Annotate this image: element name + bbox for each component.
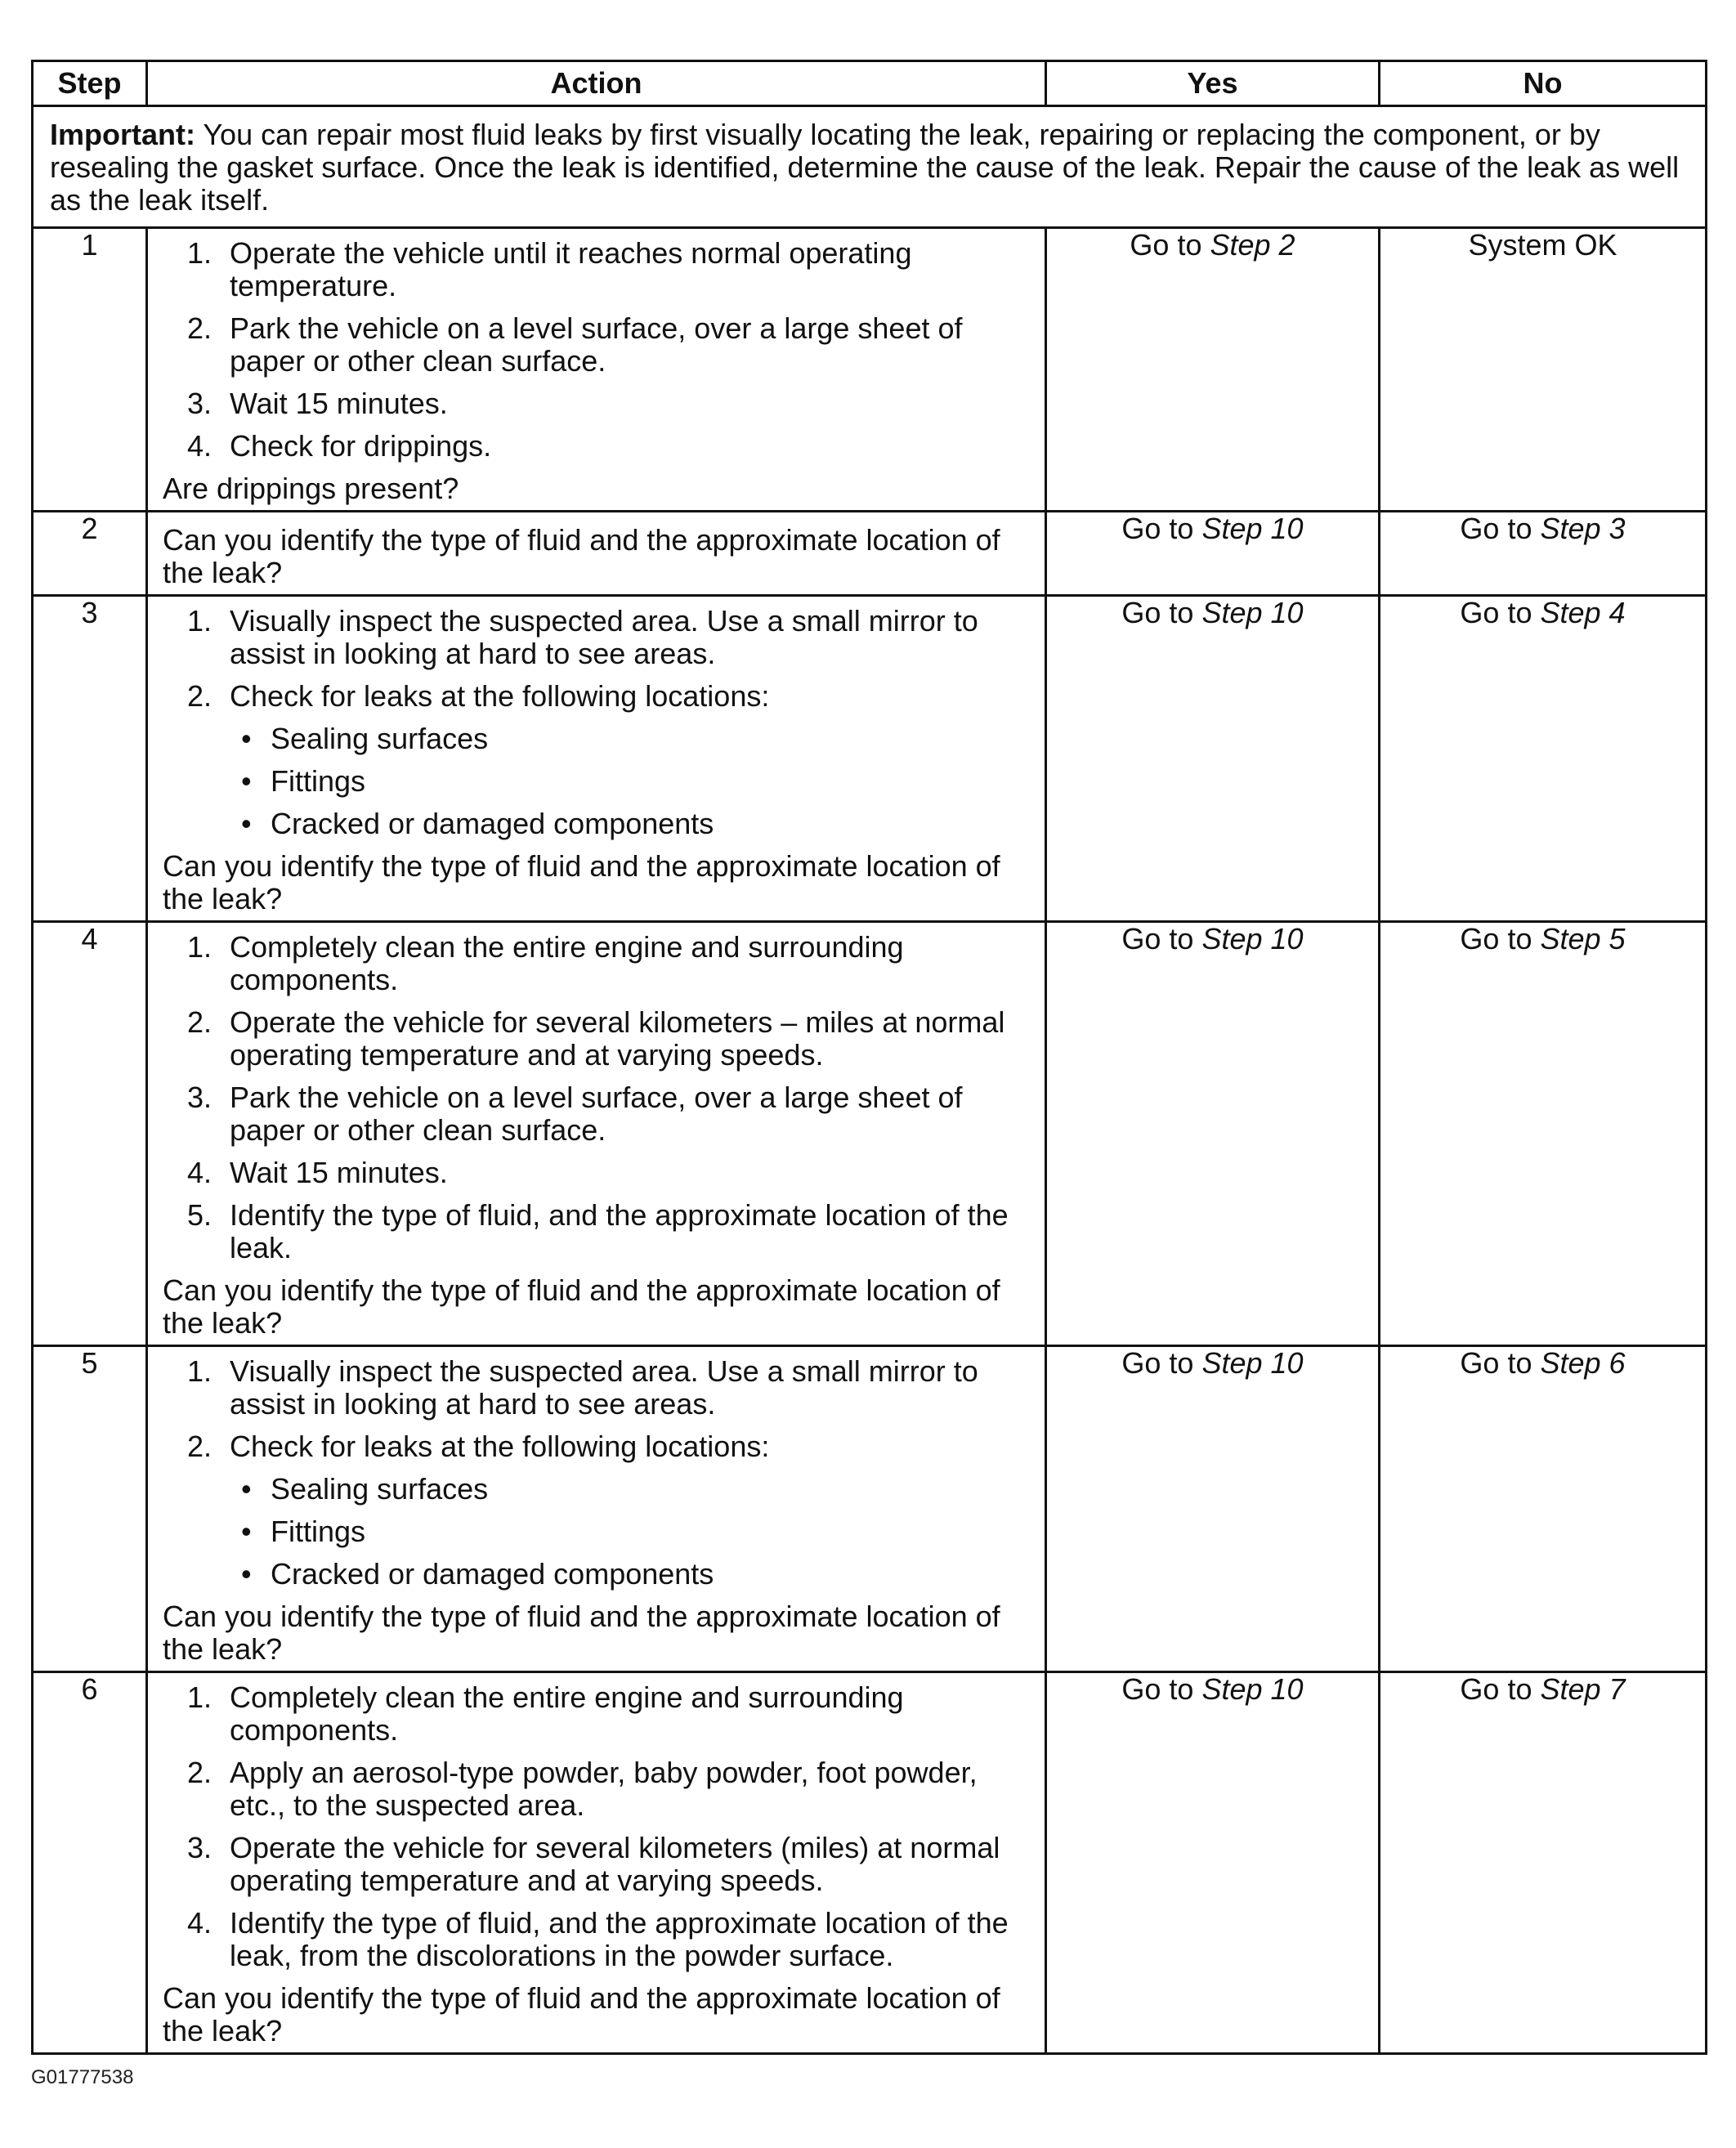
location-item bbox=[230, 1473, 1033, 1506]
no-result bbox=[1460, 923, 1625, 955]
step-question: Can you identify the type of fluid and the approximate location of the leak? bbox=[163, 523, 1000, 589]
action-step bbox=[163, 931, 1033, 996]
yes-result-cell bbox=[1046, 596, 1380, 922]
yes-goto-step: Step 10 bbox=[1201, 596, 1304, 629]
step-number: 5 bbox=[33, 1346, 147, 1672]
location-text: Cracked or damaged components bbox=[271, 807, 714, 840]
yes-result bbox=[1130, 229, 1295, 262]
action-step-number: 4. bbox=[187, 1156, 213, 1189]
action-steps-list bbox=[163, 931, 1033, 1264]
bullet-icon: • bbox=[241, 722, 252, 755]
location-item bbox=[230, 1558, 1033, 1591]
header-row bbox=[33, 61, 1707, 106]
no-goto-step: Step 5 bbox=[1540, 922, 1626, 955]
action-step-number: 5. bbox=[187, 1198, 213, 1232]
yes-result bbox=[1121, 1673, 1303, 1706]
action-step-number: 4. bbox=[187, 1906, 213, 1940]
table-row bbox=[33, 596, 1707, 922]
location-text: Fittings bbox=[271, 764, 366, 798]
table-row bbox=[33, 1672, 1707, 2054]
action-step bbox=[163, 312, 1033, 378]
action-step bbox=[163, 1430, 1033, 1591]
action-cell bbox=[147, 228, 1046, 512]
action-step bbox=[163, 1681, 1033, 1747]
action-step-text: Completely clean the entire engine and surrounding components. bbox=[230, 1680, 904, 1747]
important-text: You can repair most fluid leaks by first visually locating the leak, repairing or replacing the component, or by resealing the gasket surface. Once the leak is identified, determine the cause of the leak. Repair the cause of the leak as well as the leak itself. bbox=[50, 118, 1680, 217]
yes-goto-step: Step 10 bbox=[1201, 1346, 1304, 1380]
action-step-number: 3. bbox=[187, 1831, 213, 1864]
bullet-icon: • bbox=[241, 807, 252, 840]
yes-result-cell bbox=[1046, 512, 1380, 596]
action-step-text: Operate the vehicle for several kilometers – miles at normal operating temperature and at varying speeds. bbox=[230, 1005, 1005, 1072]
table-row bbox=[33, 1346, 1707, 1672]
no-result-cell bbox=[1380, 228, 1707, 512]
yes-goto-prefix: Go to bbox=[1121, 922, 1202, 955]
action-step-text: Identify the type of fluid, and the approximate location of the leak. bbox=[230, 1198, 1009, 1264]
important-note bbox=[33, 106, 1707, 228]
yes-goto-prefix: Go to bbox=[1121, 1346, 1202, 1380]
step-question: Are drippings present? bbox=[163, 472, 459, 505]
action-step-text: Visually inspect the suspected area. Use a small mirror to assist in looking at hard to see areas. bbox=[230, 604, 978, 670]
location-text: Sealing surfaces bbox=[271, 722, 489, 755]
action-step-number: 3. bbox=[187, 387, 213, 420]
action-step-number: 1. bbox=[187, 930, 213, 964]
location-item bbox=[230, 723, 1033, 755]
yes-goto-step: Step 2 bbox=[1210, 228, 1295, 262]
action-step-text: Check for leaks at the following locations: bbox=[230, 679, 770, 713]
location-text: Fittings bbox=[271, 1515, 366, 1548]
action-step-text: Park the vehicle on a level surface, over a large sheet of paper or other clean surface. bbox=[230, 1081, 963, 1147]
action-step-number: 2. bbox=[187, 311, 213, 345]
action-step-number: 1. bbox=[187, 604, 213, 638]
no-goto-prefix: Go to bbox=[1460, 1672, 1541, 1706]
yes-goto-step: Step 10 bbox=[1201, 922, 1304, 955]
location-list bbox=[230, 723, 1033, 840]
action-steps-list bbox=[163, 237, 1033, 463]
yes-goto-prefix: Go to bbox=[1121, 1672, 1202, 1706]
header-yes: Yes bbox=[1046, 61, 1380, 106]
important-note-row bbox=[33, 106, 1707, 228]
action-step-text: Apply an aerosol-type powder, baby powder, foot powder, etc., to the suspected area. bbox=[230, 1756, 978, 1822]
location-item bbox=[230, 765, 1033, 798]
action-cell bbox=[147, 596, 1046, 922]
action-cell bbox=[147, 1346, 1046, 1672]
bullet-icon: • bbox=[241, 1515, 252, 1548]
table-row bbox=[33, 512, 1707, 596]
yes-goto-prefix: Go to bbox=[1121, 512, 1202, 545]
action-step-number: 1. bbox=[187, 236, 213, 270]
yes-goto-step: Step 10 bbox=[1201, 1672, 1304, 1706]
step-question: Can you identify the type of fluid and the approximate location of the leak? bbox=[163, 1273, 1000, 1340]
bullet-icon: • bbox=[241, 1557, 252, 1591]
action-cell bbox=[147, 1672, 1046, 2054]
no-result-cell bbox=[1380, 922, 1707, 1346]
no-result-cell bbox=[1380, 1672, 1707, 2054]
no-goto-prefix: Go to bbox=[1460, 596, 1541, 629]
location-list bbox=[230, 1473, 1033, 1591]
no-result bbox=[1460, 597, 1625, 629]
header-no: No bbox=[1380, 61, 1707, 106]
no-result-cell bbox=[1380, 512, 1707, 596]
no-result bbox=[1460, 512, 1625, 545]
action-step bbox=[163, 387, 1033, 420]
action-step bbox=[163, 1199, 1033, 1264]
action-step-text: Operate the vehicle until it reaches normal operating temperature. bbox=[230, 236, 912, 302]
action-step-text: Visually inspect the suspected area. Use a small mirror to assist in looking at hard to see areas. bbox=[230, 1354, 978, 1421]
action-step-number: 2. bbox=[187, 1005, 213, 1039]
step-question: Can you identify the type of fluid and the approximate location of the leak? bbox=[163, 1600, 1000, 1666]
action-step-number: 2. bbox=[187, 1430, 213, 1463]
yes-result bbox=[1121, 512, 1303, 545]
action-step-number: 3. bbox=[187, 1081, 213, 1114]
yes-result bbox=[1121, 1347, 1303, 1380]
step-number: 3 bbox=[33, 596, 147, 922]
no-result-cell bbox=[1380, 596, 1707, 922]
action-step bbox=[163, 1756, 1033, 1822]
yes-result-cell bbox=[1046, 228, 1380, 512]
important-label: Important: bbox=[50, 118, 195, 151]
table-row bbox=[33, 922, 1707, 1346]
yes-goto-step: Step 10 bbox=[1201, 512, 1304, 545]
action-cell bbox=[147, 512, 1046, 596]
location-text: Cracked or damaged components bbox=[271, 1557, 714, 1591]
action-step-number: 2. bbox=[187, 1756, 213, 1789]
location-item bbox=[230, 1515, 1033, 1548]
diagnostic-document bbox=[31, 60, 1705, 2055]
action-step-text: Wait 15 minutes. bbox=[230, 387, 448, 420]
action-cell bbox=[147, 922, 1046, 1346]
figure-id: G01777538 bbox=[31, 2066, 134, 2088]
yes-result bbox=[1121, 923, 1303, 955]
no-goto-prefix: Go to bbox=[1460, 512, 1541, 545]
step-question: Can you identify the type of fluid and the approximate location of the leak? bbox=[163, 849, 1000, 915]
no-goto-step: Step 7 bbox=[1540, 1672, 1626, 1706]
action-step bbox=[163, 1832, 1033, 1897]
step-number: 1 bbox=[33, 228, 147, 512]
action-step bbox=[163, 680, 1033, 840]
action-step-number: 1. bbox=[187, 1680, 213, 1714]
action-step-text: Identify the type of fluid, and the approximate location of the leak, from the discolorations in the powder surface. bbox=[230, 1906, 1009, 1972]
no-goto-prefix: Go to bbox=[1460, 922, 1541, 955]
diagnostic-table bbox=[31, 60, 1707, 2055]
no-result-cell bbox=[1380, 1346, 1707, 1672]
table-body bbox=[33, 106, 1707, 2054]
action-step bbox=[163, 605, 1033, 670]
no-goto-step: Step 4 bbox=[1540, 596, 1626, 629]
action-steps-list bbox=[163, 605, 1033, 840]
step-number: 6 bbox=[33, 1672, 147, 2054]
action-step bbox=[163, 430, 1033, 463]
step-number: 2 bbox=[33, 512, 147, 596]
no-result bbox=[1460, 1673, 1625, 1706]
action-step bbox=[163, 1355, 1033, 1421]
action-steps-list bbox=[163, 1681, 1033, 1972]
step-number: 4 bbox=[33, 922, 147, 1346]
header-action: Action bbox=[147, 61, 1046, 106]
action-step bbox=[163, 1157, 1033, 1189]
yes-result bbox=[1121, 597, 1303, 629]
action-step-text: Check for leaks at the following locations: bbox=[230, 1430, 770, 1463]
yes-result-cell bbox=[1046, 1672, 1380, 2054]
yes-result-cell bbox=[1046, 1346, 1380, 1672]
no-result-text: System OK bbox=[1468, 228, 1617, 262]
no-result bbox=[1468, 229, 1617, 262]
no-goto-prefix: Go to bbox=[1460, 1346, 1541, 1380]
action-step bbox=[163, 1006, 1033, 1072]
action-step bbox=[163, 1081, 1033, 1147]
action-step-number: 4. bbox=[187, 429, 213, 463]
action-step-text: Completely clean the entire engine and surrounding components. bbox=[230, 930, 904, 996]
action-step bbox=[163, 1907, 1033, 1972]
yes-result-cell bbox=[1046, 922, 1380, 1346]
bullet-icon: • bbox=[241, 764, 252, 798]
action-steps-list bbox=[163, 1355, 1033, 1591]
action-step bbox=[163, 237, 1033, 302]
no-result bbox=[1460, 1347, 1625, 1380]
action-step-text: Wait 15 minutes. bbox=[230, 1156, 448, 1189]
action-step-text: Operate the vehicle for several kilometers (miles) at normal operating temperature and at varying speeds. bbox=[230, 1831, 1000, 1897]
bullet-icon: • bbox=[241, 1472, 252, 1506]
location-text: Sealing surfaces bbox=[271, 1472, 489, 1506]
location-item bbox=[230, 808, 1033, 840]
action-step-number: 1. bbox=[187, 1354, 213, 1388]
action-step-text: Check for drippings. bbox=[230, 429, 492, 463]
no-goto-step: Step 3 bbox=[1540, 512, 1626, 545]
action-step-text: Park the vehicle on a level surface, over a large sheet of paper or other clean surface. bbox=[230, 311, 963, 378]
yes-goto-prefix: Go to bbox=[1121, 596, 1202, 629]
yes-goto-prefix: Go to bbox=[1130, 228, 1210, 262]
step-question: Can you identify the type of fluid and the approximate location of the leak? bbox=[163, 1981, 1000, 2047]
header-step: Step bbox=[33, 61, 147, 106]
table-row bbox=[33, 228, 1707, 512]
action-step-number: 2. bbox=[187, 679, 213, 713]
no-goto-step: Step 6 bbox=[1540, 1346, 1626, 1380]
